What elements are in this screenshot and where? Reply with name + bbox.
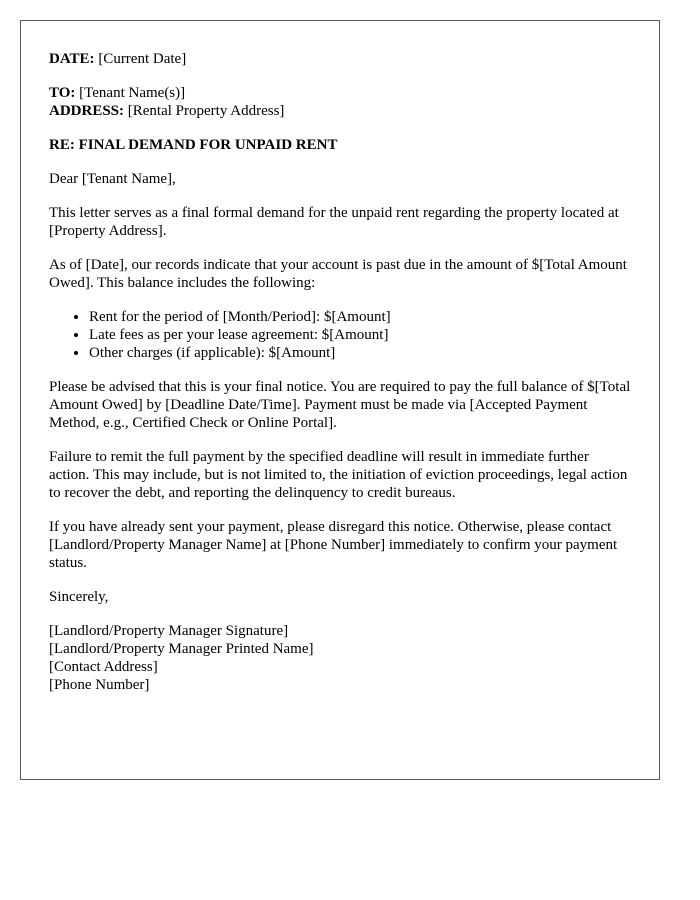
date-line <box>49 50 631 68</box>
notice-paragraph: Please be advised that this is your final notice. You are required to pay the full balance of $[Total Amount Owed] by [Deadline Date/Time]. Payment must be made via [Accepted Payment Method, e.g., Certified Check or Online Portal]. <box>49 379 631 431</box>
salutation: Dear [Tenant Name], <box>49 171 176 187</box>
list-item: • Other charges (if applicable): $[Amount] <box>89 344 631 362</box>
date-block <box>49 50 631 68</box>
consequences-paragraph: Failure to remit the full payment by the specified deadline will result in immediate further action. This may include, but is not limited to, the initiation of eviction proceedings, legal action to recover the debt, and reporting the delinquency to credit bureaus. <box>49 449 628 501</box>
printed-name-line: [Landlord/Property Manager Printed Name] <box>49 641 314 657</box>
list-item: • Late fees as per your lease agreement: $[Amount] <box>89 326 631 344</box>
to-line <box>49 84 631 102</box>
signature-block <box>49 622 631 694</box>
charges-list <box>49 308 631 362</box>
recipient-block <box>49 84 631 120</box>
to-value: [Tenant Name(s)] <box>79 85 186 101</box>
phone-line: [Phone Number] <box>49 677 150 693</box>
list-item: • Rent for the period of [Month/Period]: $[Amount] <box>89 308 631 326</box>
signature-line: [Landlord/Property Manager Signature] <box>49 623 289 639</box>
contact-paragraph: If you have already sent your payment, please disregard this notice. Otherwise, please contact [Landlord/Property Manager Name] at [Phone Number] immediately to confirm your payment status. <box>49 519 618 571</box>
intro-paragraph: This letter serves as a final formal demand for the unpaid rent regarding the property located at [Property Address]. <box>49 205 619 239</box>
contact-address-line: [Contact Address] <box>49 659 158 675</box>
closing: Sincerely, <box>49 589 109 605</box>
balance-paragraph: As of [Date], our records indicate that your account is past due in the amount of $[Total Amount Owed]. This balance includes the following: <box>49 257 627 291</box>
date-label: DATE: <box>49 51 95 67</box>
date-value: [Current Date] <box>98 51 187 67</box>
subject-line: RE: FINAL DEMAND FOR UNPAID RENT <box>49 137 338 153</box>
to-label: TO: <box>49 85 76 101</box>
address-label: ADDRESS: <box>49 103 125 119</box>
address-value: [Rental Property Address] <box>127 103 285 119</box>
letter-page <box>20 20 660 780</box>
address-line <box>49 102 631 120</box>
